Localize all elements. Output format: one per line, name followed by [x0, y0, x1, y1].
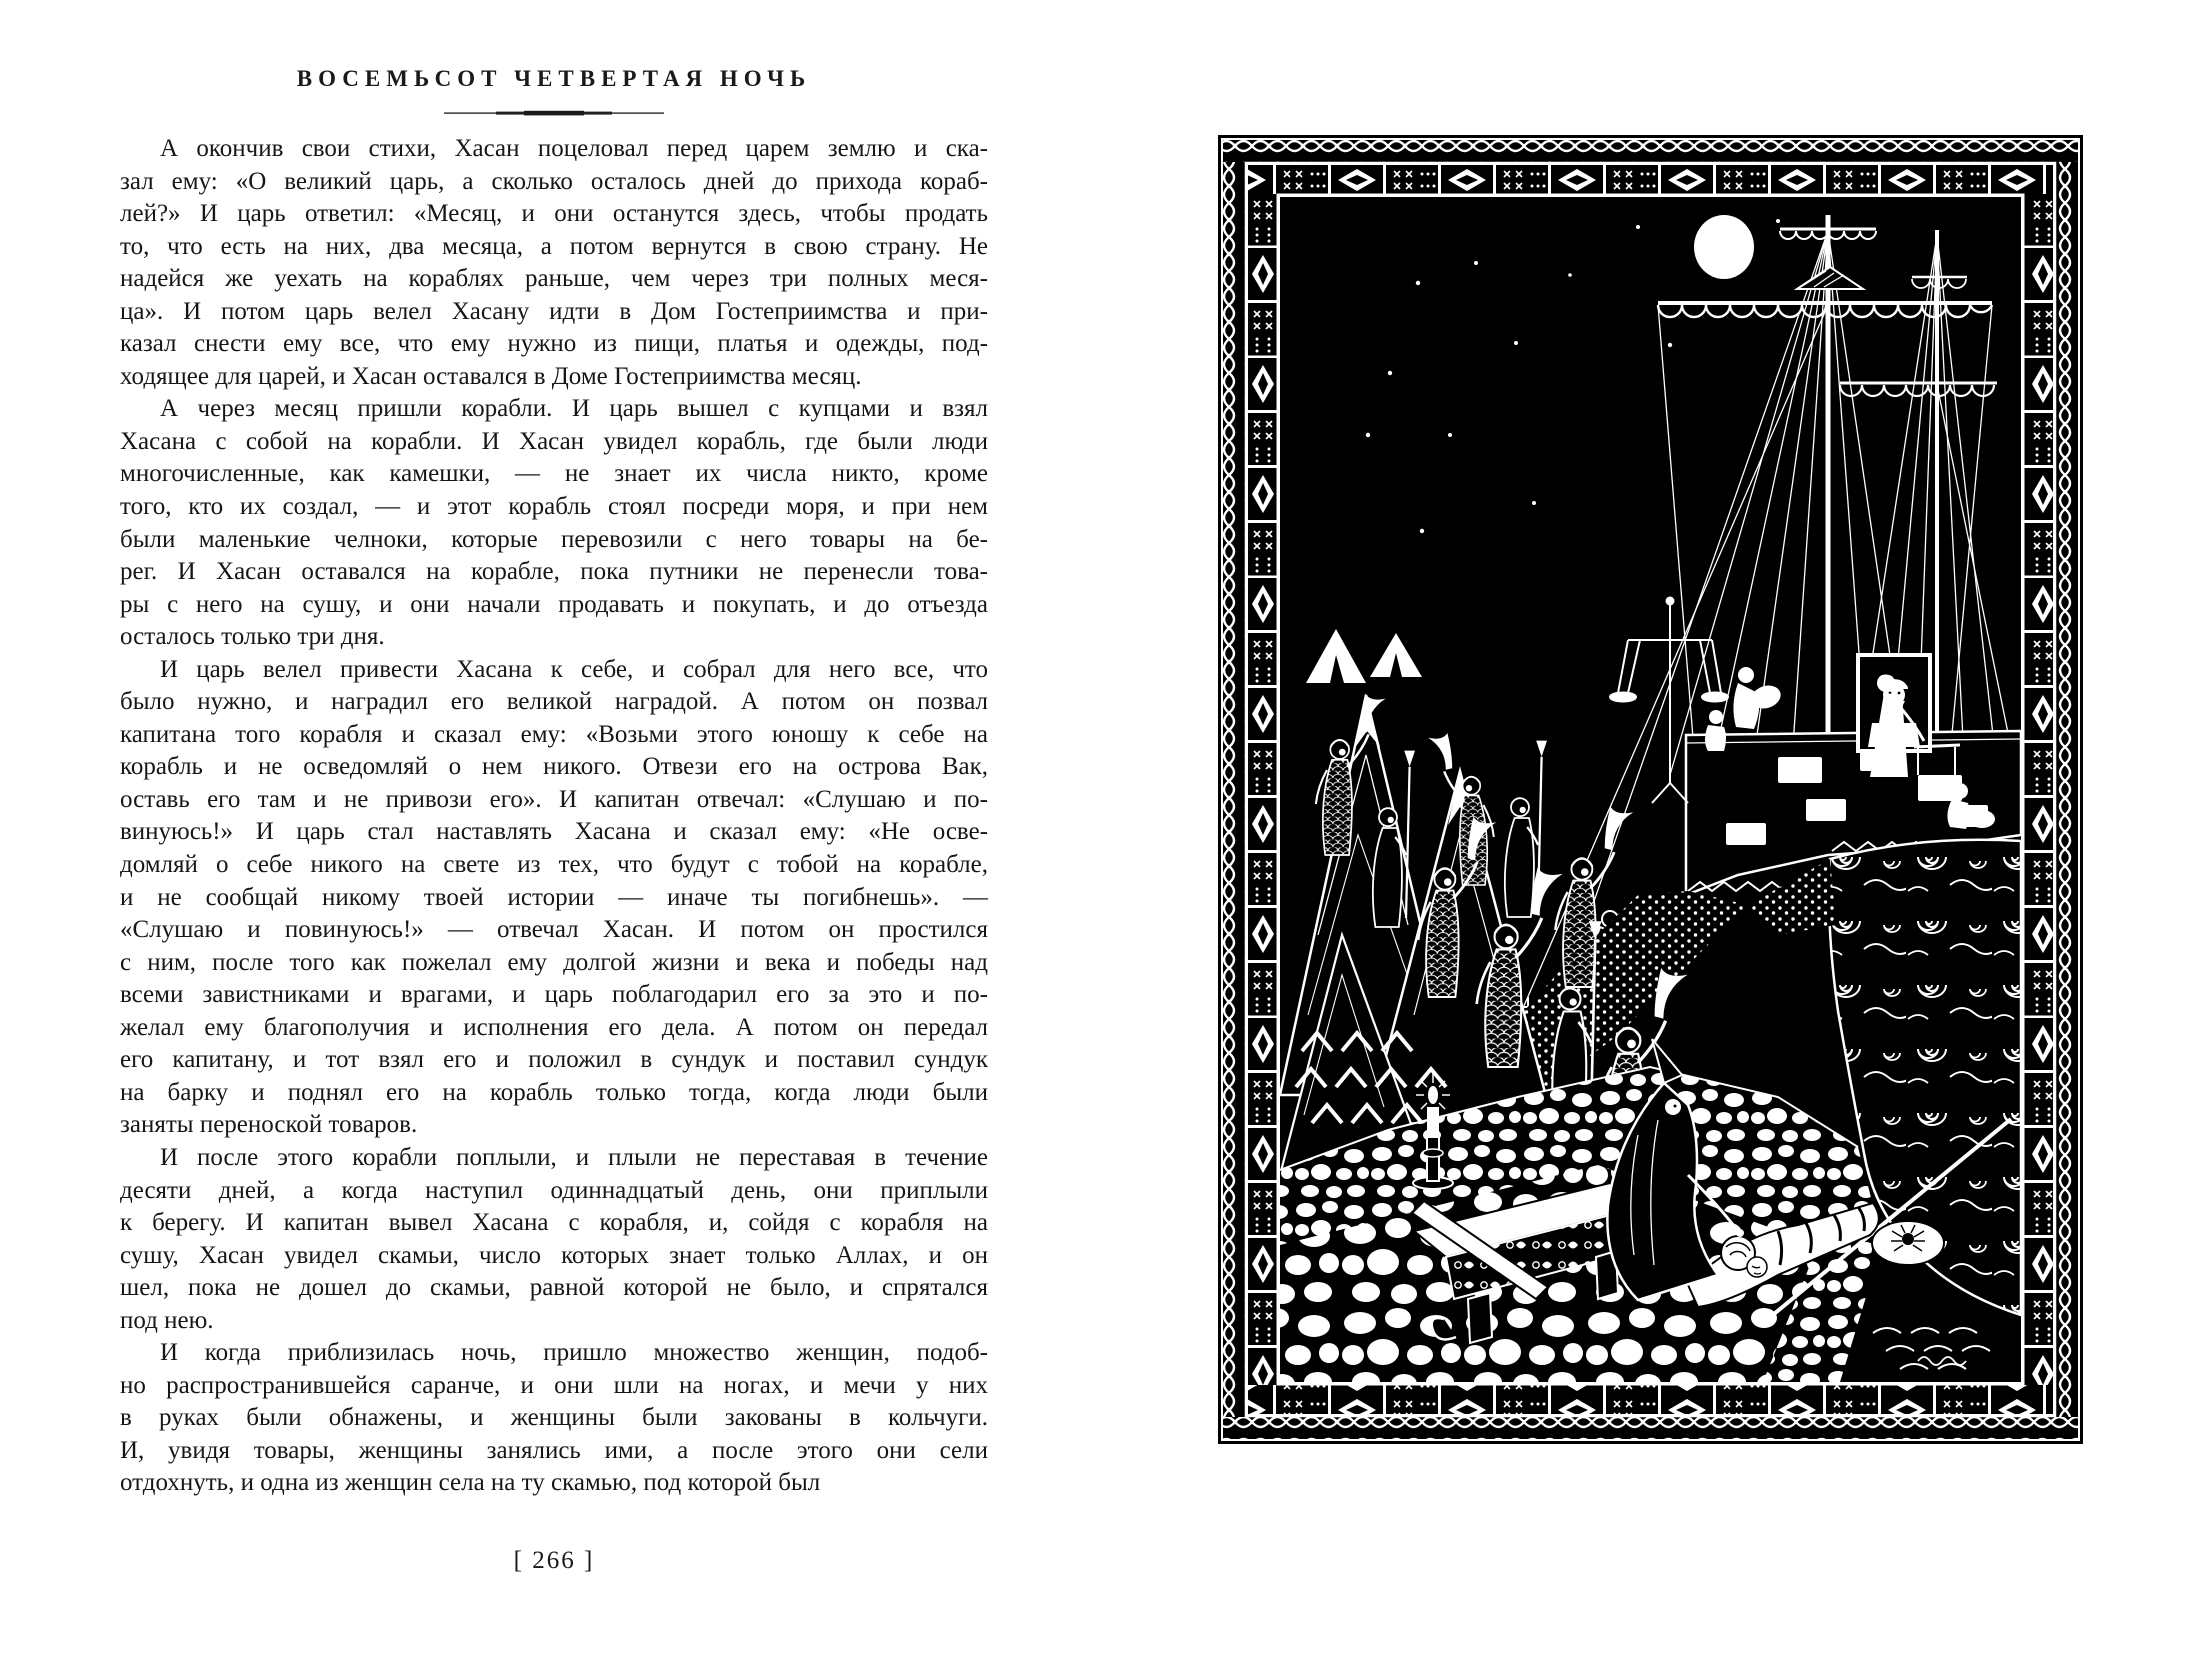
text-line: Хасана с собой на корабли. И Хасан увидел корабль, где были люди [120, 427, 988, 455]
running-head: ВОСЕМЬСОТ ЧЕТВЕРТАЯ НОЧЬ [296, 66, 812, 91]
text-line: И когда приблизилась ночь, пришло множество женщин, подоб- [160, 1339, 988, 1367]
text-line: заняты переноской товаров. [120, 1111, 418, 1139]
text-line: оставь его там и не привози его». И капитан отвечал: «Слушаю и по- [120, 785, 988, 813]
body-text [120, 133, 988, 1500]
text-line: были маленькие челноки, которые перевозили с него товары на бе- [120, 525, 988, 553]
text-line: многочисленные, как камешки, — не знает их числа никто, кроме [120, 460, 988, 488]
text-line: А через месяц пришли корабли. И царь вышел с купцами и взял [160, 395, 988, 423]
text-line: ходящее для царей, и Хасан оставался в Доме Гостеприимства месяц. [120, 362, 862, 390]
text-line: но распространившейся саранче, и они шли на ногах, и мечи у них [120, 1371, 988, 1399]
text-line: на барку и поднял его на корабль только тогда, когда люди были [120, 1078, 988, 1106]
text-line: желал ему благополучия и исполнения его дела. А потом он передал [120, 1013, 988, 1041]
text-line: рег. И Хасан оставался на корабле, пока путники не перенесли това- [120, 558, 988, 586]
text-line: отдохнуть, и одна из женщин села на ту скамью, под которой был [120, 1469, 821, 1497]
text-line: с ним, после того как пожелал ему долгой жизни и века и победы над [120, 948, 988, 976]
text-line: домляй о себе никого на свете из тех, что будут с тобой на корабле, [120, 851, 988, 879]
illustration [1218, 135, 2083, 1444]
text-line: лей?» И царь ответил: «Месяц, и они останутся здесь, чтобы продать [120, 200, 988, 228]
text-line: надейся же уехать на кораблях раньше, чем через три полных меся- [120, 265, 988, 293]
text-line: в руках были обнажены, и женщины были закованы в кольчуги. [120, 1404, 988, 1432]
text-line: И царь велел привести Хасана к себе, и собрал для него все, что [160, 655, 988, 683]
text-line: И после этого корабли поплыли, и плыли не переставая в течение [160, 1143, 988, 1171]
text-line: ры с него на сушу, и они начали продавать и покупать, и до отъезда [120, 590, 988, 618]
text-line: сушу, Хасан увидел скамьи, число которых знает только Аллах, и он [120, 1241, 988, 1269]
left-page [120, 58, 988, 1618]
text-line: корабль и не осведомляй о нем никого. Отвези его на острова Вак, [120, 753, 988, 781]
text-line: к берегу. И капитан вывел Хасана с корабля, и, сойдя с корабля на [120, 1209, 988, 1237]
text-line: капитана того корабля и сказал ему: «Возьми этого юношу к себе на [120, 720, 988, 748]
text-line: под нею. [120, 1306, 214, 1334]
text-line: винуюсь!» И царь стал наставлять Хасана и сказал ему: «Не осве- [120, 818, 988, 846]
text-line: всеми завистниками и врагами, и царь поблагодарил его за это и по- [120, 981, 988, 1009]
text-line: осталось только три дня. [120, 623, 385, 651]
section-divider [120, 104, 988, 122]
page-number: [ 266 ] [513, 1547, 595, 1574]
text-line: и не сообщай никому твоей истории — иначе ты погибнешь». — [120, 883, 988, 911]
text-line: казал снести ему все, что ему нужно из пищи, платья и одежды, под- [120, 330, 988, 358]
text-line: зал ему: «О великий царь, а сколько осталось дней до прихода кораб- [120, 167, 988, 195]
text-line: ца». И потом царь велел Хасану идти в Дом Гостеприимства и при- [120, 297, 988, 325]
text-line: его капитану, и тот взял его и положил в сундук и поставил сундук [120, 1046, 988, 1074]
crab-rock [1872, 1221, 1944, 1265]
right-page [1218, 135, 2083, 1444]
moon [1694, 215, 1754, 279]
text-line: А окончив свои стихи, Хасан поцеловал перед царем землю и ска- [160, 135, 988, 162]
text-line: И, увидя товары, женщины занялись ими, а после этого они сели [120, 1436, 988, 1464]
text-line: было нужно, и наградил его великой наградой. А потом он позвал [120, 688, 988, 716]
text-line: десяти дней, а когда наступил одиннадцатый день, они приплыли [120, 1176, 988, 1204]
text-line: шел, пока не дошел до скамьи, равной которой не было, и спрятался [120, 1274, 988, 1302]
text-line: «Слушаю и повинуюсь!» — отвечал Хасан. И потом он простился [120, 916, 988, 944]
text-line: то, что есть на них, два месяца, а потом вернутся в свою страну. Не [120, 232, 988, 260]
text-line: того, кто их создал, — и этот корабль стоял посреди моря, и при нем [120, 493, 988, 521]
divider-rule-icon [444, 109, 664, 117]
